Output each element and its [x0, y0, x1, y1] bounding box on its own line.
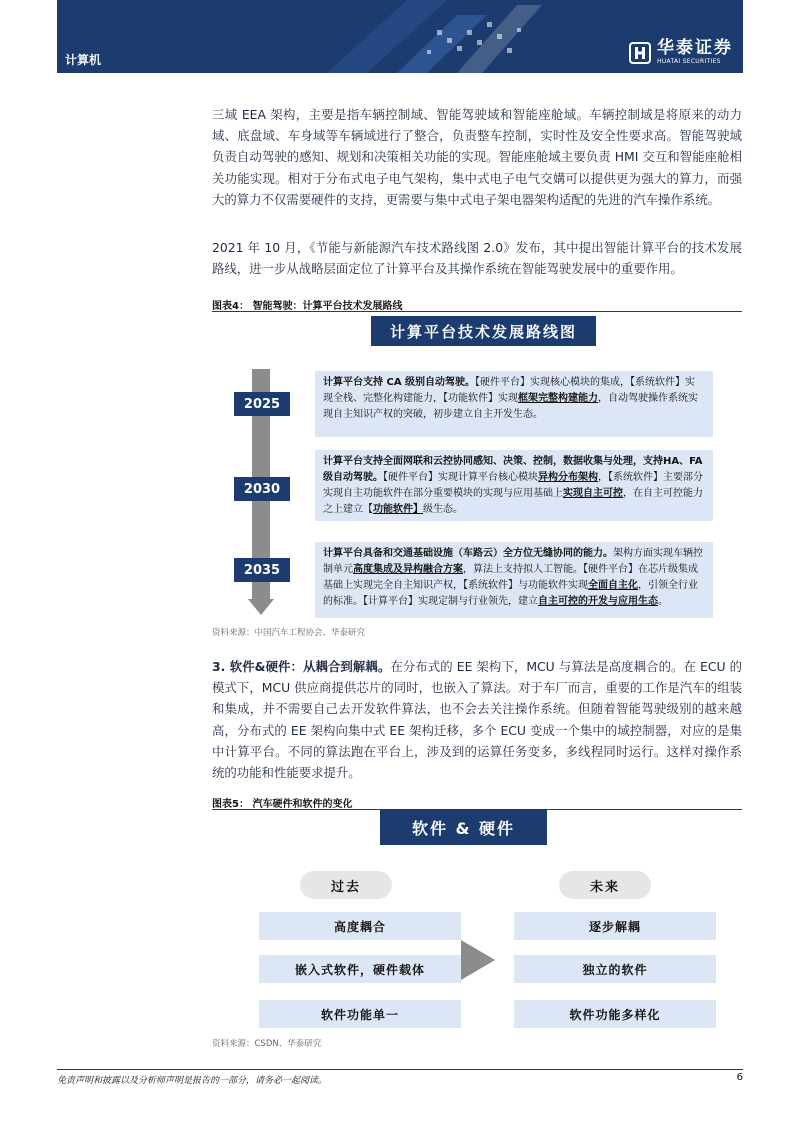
brand-logo [629, 40, 733, 65]
roadmap-text-segment: ，在自主可控能力之上建立【 [323, 488, 703, 515]
roadmap-text-segment: ，算法上支持拟人工智能。【硬件平台】在芯片级集成基础上实现完全自主知识产权，【系统软件】与功能软件实现 [323, 564, 698, 591]
huatai-logo-icon [629, 42, 651, 64]
section-label: 计算机 [65, 53, 102, 67]
figure4-source: 资料来源：中国汽车工程协会、华泰研究 [212, 628, 366, 638]
roadmap-text-segment: ，自动驾驶操作系统实现自主知识产权的突破，初步建立自主开发生态。 [323, 393, 698, 420]
roadmap-text-segment: ，引领全行业的标准。【计算平台】实现定制与行业领先，建立 [323, 580, 698, 607]
footer-rule [57, 1069, 743, 1070]
past-label: 过去 [300, 871, 392, 899]
roadmap-text-segment: 全面自主化 [588, 580, 638, 591]
roadmap-item-2030 [315, 450, 713, 521]
page-number: 6 [736, 1072, 743, 1083]
brand-name-en: HUATAI SECURITIES [657, 58, 721, 65]
timeline-arrow-icon [248, 599, 274, 615]
future-item: 独立的软件 [514, 955, 716, 983]
figure4-banner: 计算平台技术发展路线图 [371, 316, 596, 346]
year-badge-2025: 2025 [234, 392, 290, 416]
figure4-title: 图表4： 智能驾驶：计算平台技术发展路线 [212, 301, 403, 312]
roadmap-text-segment: 高度集成及异构融合方案 [353, 564, 463, 575]
figure5-banner: 软件 & 硬件 [380, 810, 547, 845]
year-badge-2030: 2030 [234, 477, 290, 501]
paragraph-eea: 三域 EEA 架构，主要是指车辆控制域、智能驾驶域和智能座舱域。车辆控制域是将原来的动力域、底盘域、车身域等车辆域进行了整合，负责整车控制，实时性及安全性要求高。智能驾驶域负责自动驾驶的感知、规划和决策相关功能的实现。智能座舱域主要负责 HMI 交互和智能座舱相关功能实现。相对于分布式电子电气架构，集中式电子电气交媾可以提供更为强大的算力，而强大的算力不仅需要硬件的支持，更需要与集中式电子架电器架构适配的先进的汽车操作系统。 [212, 107, 742, 207]
roadmap-text-segment: ，【系统软件】主要部分实现自主功能软件在部分重要模块的实现与应用基础上 [323, 472, 703, 499]
paragraph-decoupling-text: 在分布式的 EE 架构下，MCU 与算法是高度耦合的。在 ECU 的模式下，MCU 供应商提供芯片的同时，也嵌入了算法。对于车厂而言，重要的工作是汽车的组装和集成，并不需要自己去开发软件算法，也不会去关注操作系统。但随着智能驾驶级别的越来越高，分布式的 EE 架构向集中式 EE 架构迁移，多个 ECU 变成一个集中的域控制器，对应的是集中计算平台。不同的算法跑在平台上，涉及到的运算任务变多，多线程同时运行。这样对操作系统的功能和性能要求提升。 [212, 659, 743, 781]
roadmap-text-segment: 架构方面实现车辆控制单元 [323, 548, 703, 575]
roadmap-item-2035 [315, 542, 713, 618]
past-item: 软件功能单一 [259, 1000, 461, 1028]
future-item: 软件功能多样化 [514, 1000, 716, 1028]
figure4-rule [212, 311, 742, 312]
figure5-title: 图表5： 汽车硬件和软件的变化 [212, 799, 353, 810]
roadmap-text-segment: 实现自主可控 [563, 488, 623, 499]
roadmap-text-segment: 计算平台支持全面网联和云控协同感知、决策、控制，数据收集与处理，支持HA、FA 级自动驾驶。 [323, 456, 703, 483]
paragraph-decoupling [212, 656, 742, 783]
paragraph-roadmap: 2021 年 10 月，《节能与新能源汽车技术路线图 2.0》发布，其中提出智能计算平台的技术发展路线，进一步从战略层面定位了计算平台及其操作系统在智能驾驶发展中的重要作用。 [212, 240, 742, 277]
brand-name-cn: 华泰证券 [657, 38, 733, 58]
transition-arrow-icon [461, 940, 495, 980]
page-header [57, 0, 743, 73]
roadmap-text-segment: 【硬件平台】实现计算平台核心模块 [383, 472, 538, 483]
roadmap-text-segment: 自主可控的开发与应用生态 [538, 596, 658, 607]
paragraph-decoupling-heading: 3. 软件&硬件：从耦合到解耦。 [212, 659, 391, 674]
header-decoration [287, 0, 547, 73]
roadmap-text-segment: 框架完整构建能力 [518, 393, 598, 404]
past-item: 高度耦合 [259, 912, 461, 940]
figure5-source: 资料来源：CSDN、华泰研究 [212, 1039, 322, 1049]
footer-disclaimer: 免责声明和披露以及分析师声明是报告的一部分，请务必一起阅读。 [57, 1076, 328, 1086]
future-item: 逐步解耦 [514, 912, 716, 940]
roadmap-text-segment: 计算平台支持 CA 级别自动驾驶。 [323, 377, 476, 388]
year-badge-2035: 2035 [234, 558, 290, 582]
future-label: 未来 [559, 871, 651, 899]
roadmap-text-segment: 功能软件】 [373, 504, 423, 515]
roadmap-item-2025 [315, 371, 713, 437]
roadmap-text-segment: 级生态。 [423, 504, 463, 515]
past-item: 嵌入式软件，硬件载体 [259, 955, 461, 983]
roadmap-text-segment: 异构分布架构 [538, 472, 598, 483]
roadmap-text-segment: 【硬件平台】实现核心模块的集成，【系统软件】实现全栈、完整化构建能力，【功能软件】实现 [323, 377, 696, 404]
roadmap-text-segment: 计算平台具备和交通基础设施（车路云）全方位无缝协同的能力。 [323, 548, 613, 559]
roadmap-text-segment: 。 [658, 596, 668, 607]
